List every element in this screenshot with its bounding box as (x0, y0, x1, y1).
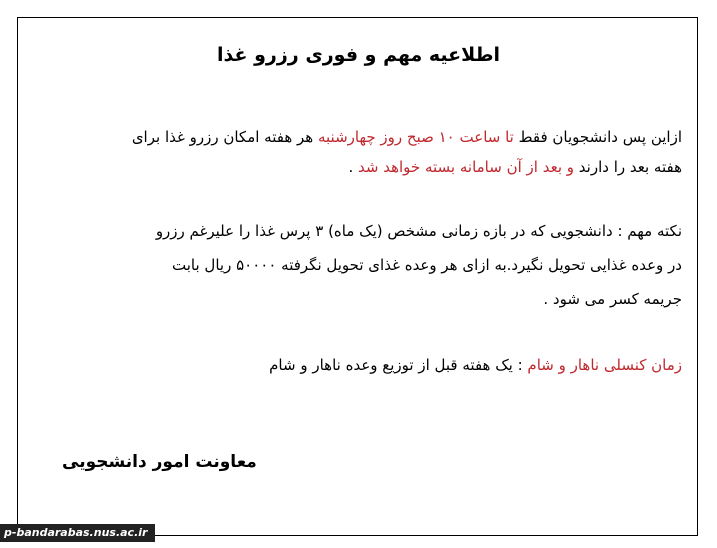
penalty-paragraph (57, 214, 682, 316)
rule-text-end: هر هفته امکان رزرو غذا برای (131, 128, 318, 146)
closure-highlight: و بعد از آن سامانه بسته خواهد شد (358, 158, 575, 176)
rule-text-start: ازاین پس دانشجویان فقط (513, 128, 682, 146)
cancel-text: : یک هفته قبل از توزیع وعده ناهار و شام (269, 356, 528, 374)
rule-paragraph (57, 122, 682, 182)
penalty-line-2: در وعده غذایی تحویل نگیرد.به ازای هر وعده غذای تحویل نگرفته ۵۰۰۰۰ ریال بابت (172, 256, 682, 274)
penalty-line-1: نکته مهم : دانشجویی که در بازه زمانی مشخص (یک ماه) ۳ پرس غذا را علیرغم رزرو (155, 222, 682, 240)
signature: معاونت امور دانشجویی (62, 452, 257, 472)
cancel-highlight: زمان کنسلی ناهار و شام (527, 356, 682, 374)
deadline-highlight: تا ساعت ۱۰ صبح روز چهارشنبه (317, 128, 514, 146)
rule-line-1 (57, 122, 682, 152)
notice-title: اطلاعیه مهم و فوری رزرو غذا (217, 44, 500, 66)
penalty-line-3: جریمه کسر می شود . (543, 290, 682, 308)
rule-text-end-2: . (348, 158, 359, 176)
cancel-paragraph (57, 350, 682, 380)
rule-line-2 (57, 152, 682, 182)
cancel-line (57, 350, 682, 380)
watermark-url: p-bandarabas.nus.ac.ir (0, 524, 155, 542)
rule-text-start-2: هفته بعد را دارند (574, 158, 682, 176)
